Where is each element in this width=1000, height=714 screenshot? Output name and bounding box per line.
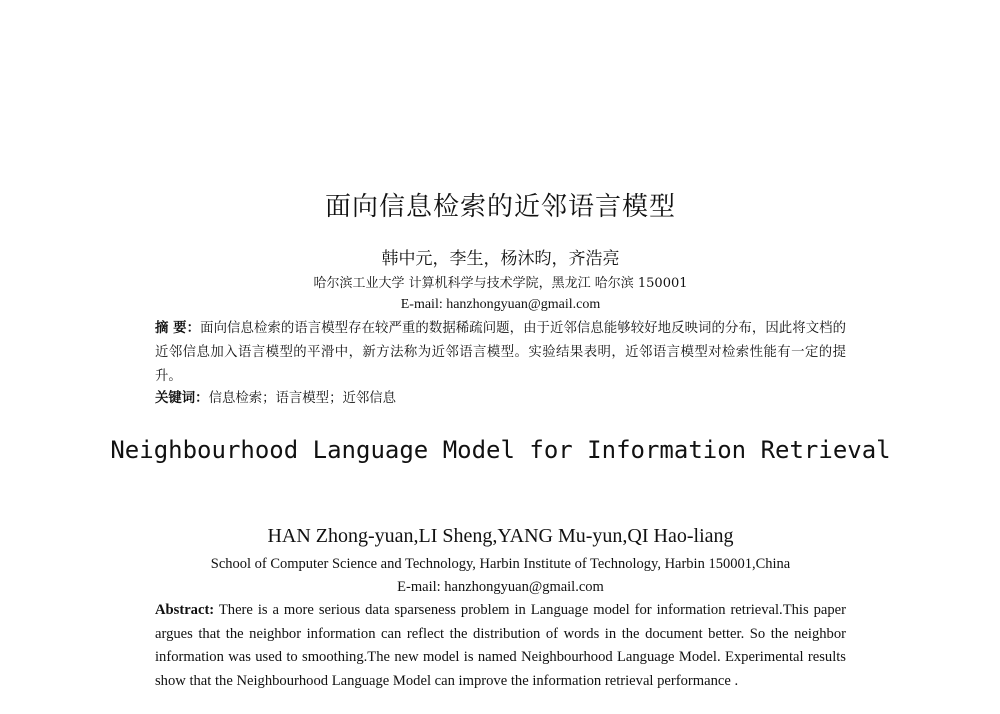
chinese-authors: 韩中元，李生，杨沐昀，齐浩亮 <box>381 249 620 269</box>
chinese-email: E-mail: hanzhongyuan@gmail.com <box>400 297 601 312</box>
english-title: Neighbourhood Language Model for Information Retrieval <box>110 436 891 464</box>
chinese-abstract-text: 面向信息检索的语言模型存在较严重的数据稀疏问题，由于近邻信息能够较好地反映词的分布，因此将文档的近邻信息加入语言模型的平滑中，新方法称为近邻语言模型。实验结果表明，近邻语言模型对检索性能有一定的提升。 <box>155 321 846 384</box>
chinese-abstract-label: 摘 要： <box>155 321 201 336</box>
chinese-abstract <box>155 317 846 389</box>
english-affiliation: School of Computer Science and Technology, Harbin Institute of Technology, Harbin 150001,China <box>210 556 791 572</box>
english-authors: HAN Zhong-yuan,LI Sheng,YANG Mu-yun,QI Hao-liang <box>267 525 734 547</box>
chinese-keywords-label: 关键词： <box>155 391 209 406</box>
english-abstract <box>155 599 846 693</box>
chinese-keywords-text: 信息检索；语言模型；近邻信息 <box>208 391 397 406</box>
chinese-affiliation: 哈尔滨工业大学 计算机科学与技术学院，黑龙江 哈尔滨 150001 <box>313 276 688 291</box>
paper-page <box>110 0 891 714</box>
chinese-title: 面向信息检索的近邻语言模型 <box>324 192 676 222</box>
english-abstract-label: Abstract: <box>155 602 215 618</box>
english-abstract-text: There is a more serious data sparseness problem in Language model for information retrieval.This paper argues that the neighbor information can reflect the distribution of words in the document better. So the neighbor information was used to smoothing.The new model is named Neighbourhood Language Model. Experimental results show that the Neighbourhood Language Model can improve the information retrieval performance . <box>155 602 846 689</box>
chinese-keywords <box>155 389 846 409</box>
english-email: E-mail: hanzhongyuan@gmail.com <box>397 579 604 595</box>
